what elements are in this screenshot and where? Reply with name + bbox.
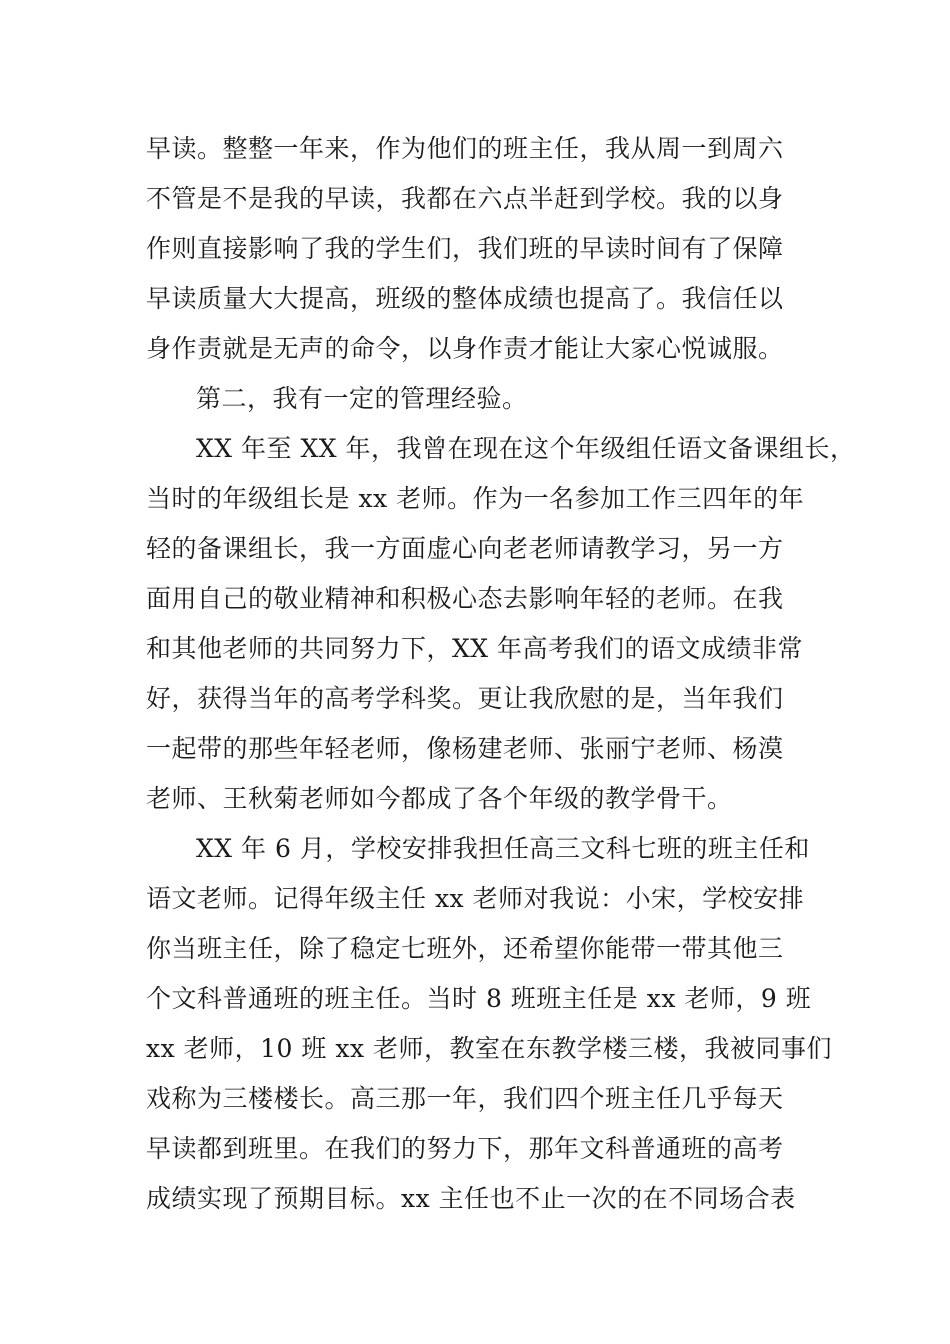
text-line: 早读。整整一年来，作为他们的班主任，我从周一到周六 [146,134,784,163]
text-line: 不管是不是我的早读，我都在六点半赶到学校。我的以身 [146,184,784,213]
paragraph-first-line: 第二，我有一定的管理经验。 [196,384,528,413]
text-line: 身作责就是无声的命令，以身作责才能让大家心悦诚服。 [146,334,784,363]
text-line: 和其他老师的共同努力下，XX 年高考我们的语文成绩非常 [146,634,804,663]
text-line: 早读都到班里。在我们的努力下，那年文科普通班的高考 [146,1134,784,1163]
paragraph-first-line: XX 年至 XX 年，我曾在现在这个年级组任语文备课组长， [196,434,856,463]
text-line: 轻的备课组长，我一方面虚心向老老师请教学习，另一方 [146,534,784,563]
text-line: 面用自己的敬业精神和积极心态去影响年轻的老师。在我 [146,584,784,613]
text-line: 当时的年级组长是 xx 老师。作为一名参加工作三四年的年 [146,484,805,513]
text-line: 你当班主任，除了稳定七班外，还希望你能带一带其他三 [146,934,784,963]
text-line: 戏称为三楼楼长。高三那一年，我们四个班主任几乎每天 [146,1084,784,1113]
text-line: 早读质量大大提高，班级的整体成绩也提高了。我信任以 [146,284,784,313]
text-line: 语文老师。记得年级主任 xx 老师对我说：小宋，学校安排 [146,884,805,913]
text-line: xx 老师，10 班 xx 老师，教室在东教学楼三楼，我被同事们 [146,1034,832,1063]
text-line: 作则直接影响了我的学生们，我们班的早读时间有了保障 [146,234,784,263]
text-line: 老师、王秋菊老师如今都成了各个年级的教学骨干。 [146,784,733,813]
paragraph-first-line: XX 年 6 月，学校安排我担任高三文科七班的班主任和 [196,834,810,863]
text-line: 成绩实现了预期目标。xx 主任也不止一次的在不同场合表 [146,1184,796,1213]
text-line: 一起带的那些年轻老师，像杨建老师、张丽宁老师、杨漠 [146,734,784,763]
text-line: 个文科普通班的班主任。当时 8 班班主任是 xx 老师，9 班 [146,984,812,1013]
text-line: 好，获得当年的高考学科奖。更让我欣慰的是，当年我们 [146,684,784,713]
